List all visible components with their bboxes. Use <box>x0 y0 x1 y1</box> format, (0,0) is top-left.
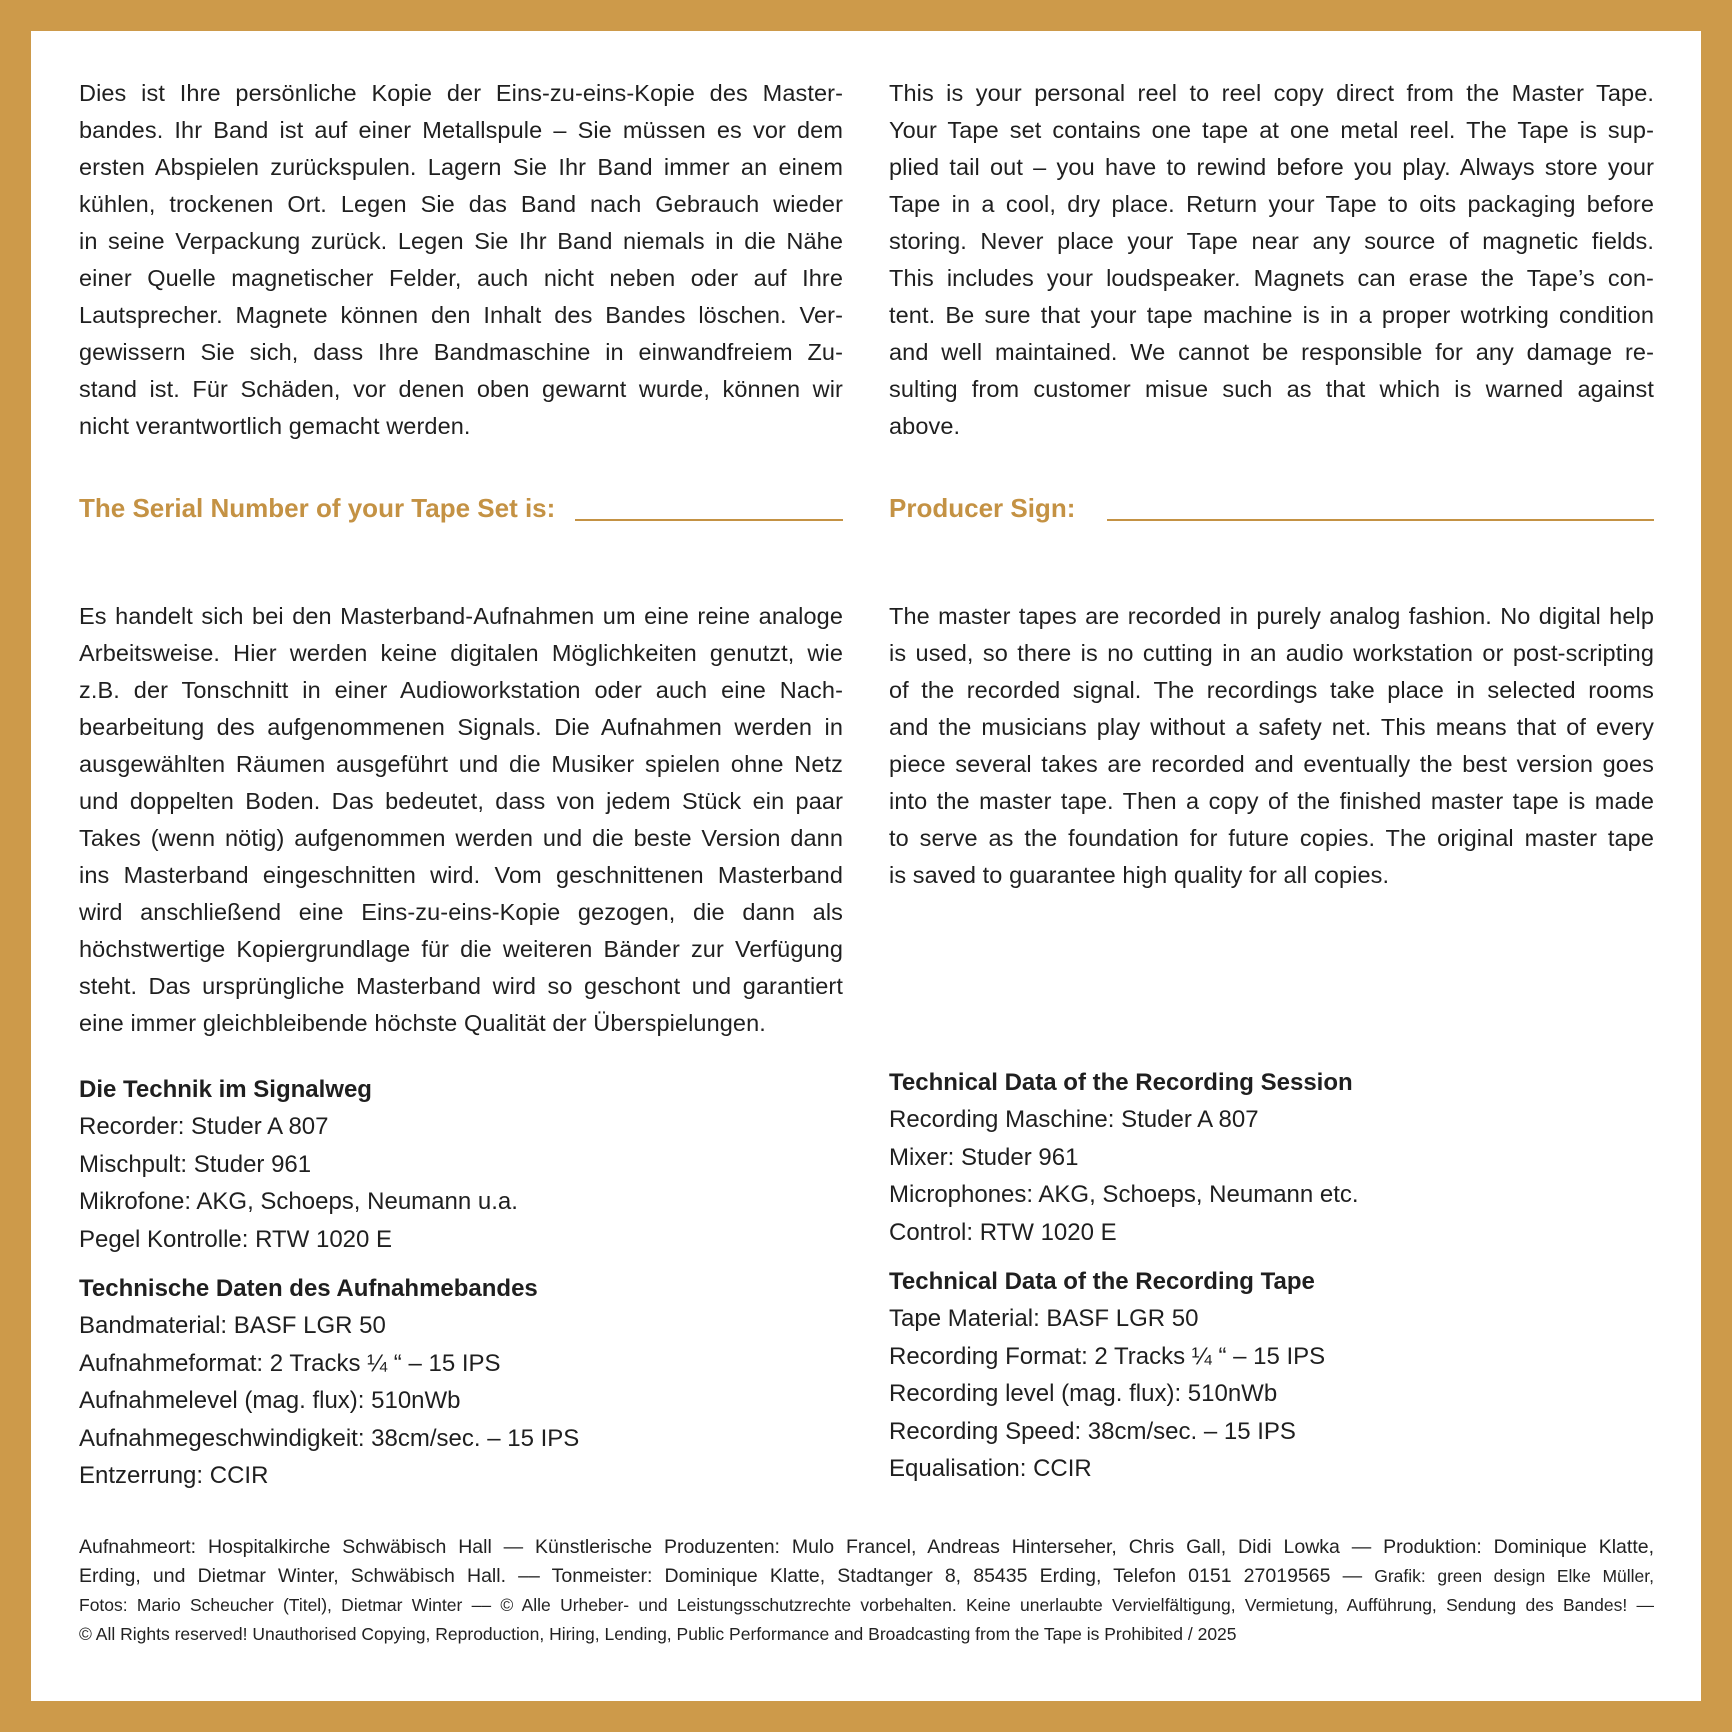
english-master-text <box>889 598 1654 894</box>
german-master-paragraph <box>79 598 843 1042</box>
text-line: und doppelten Boden. Das bedeutet, dass von jedem Stück ein paar <box>79 788 843 814</box>
tech-item: Equalisation: CCIR <box>889 1455 1092 1482</box>
text-line: This includes your loudspeaker. Magnets can erase the Tape’s con- <box>889 265 1654 291</box>
tech-item: Aufnahmegeschwindigkeit: 38cm/sec. – 15 IPS <box>79 1424 580 1452</box>
text-line: above. <box>889 413 961 439</box>
credits-line: Aufnahmeort: Hospitalkirche Schwäbisch Hall — Künstlerische Produzenten: Mulo Francel, Andreas Hinterseher, Chris Gall, Didi Lowka — Produktion: Dominique Klatte, <box>79 1536 1654 1558</box>
tape-data-heading: Technische Daten des Aufnahmebandes <box>79 1275 538 1302</box>
text-line: ins Masterband eingeschnitten wird. Vom geschnittenen Masterband <box>79 862 843 888</box>
german-care-text <box>79 75 843 445</box>
tech-item: Mischpult: Studer 961 <box>79 1150 312 1178</box>
german-care-paragraph <box>79 75 843 445</box>
tech-item: Recorder: Studer A 807 <box>79 1113 329 1140</box>
text-line: The master tapes are recorded in purely analog fashion. No digital help <box>889 603 1654 629</box>
text-line: einer Quelle magnetischer Felder, auch nicht neben oder auf Ihre <box>79 265 843 291</box>
serial-number-row <box>79 493 843 524</box>
text-line: Dies ist Ihre persönliche Kopie der Eins-zu-eins-Kopie des Master- <box>79 80 843 106</box>
credits-footer <box>79 1533 1654 1649</box>
text-line: stand ist. Für Schäden, vor denen oben gewarnt wurde, können wir <box>79 376 843 402</box>
text-line: Lautsprecher. Magnete können den Inhalt des Bandes löschen. Ver- <box>79 302 843 328</box>
text-line: piece several takes are recorded and eventually the best version goes <box>889 751 1654 777</box>
text-line: into the master tape. Then a copy of the finished master tape is made <box>889 788 1654 814</box>
tech-item: Aufnahmelevel (mag. flux): 510nWb <box>79 1387 461 1414</box>
text-line: nicht verantwortlich gemacht werden. <box>79 413 471 439</box>
text-line: of the recorded signal. The recordings take place in selected rooms <box>889 677 1654 703</box>
text-line: eine immer gleichbleibende höchste Qualität der Überspielungen. <box>79 1010 766 1036</box>
text-line: and the musicians play without a safety net. This means that of every <box>889 714 1654 740</box>
producer-sign-label: Producer Sign: <box>889 493 1076 523</box>
text-line: Es handelt sich bei den Masterband-Aufnahmen um eine reine analoge <box>79 603 843 629</box>
text-line: ausgewählten Räumen ausgeführt und die Musiker spielen ohne Netz <box>79 751 843 777</box>
tech-item: Aufnahmeformat: 2 Tracks ¼ “ – 15 IPS <box>79 1349 501 1377</box>
text-line: is saved to guarantee high quality for all copies. <box>889 862 1390 888</box>
english-technical-data <box>889 1064 1654 1488</box>
liner-sheet <box>31 31 1701 1701</box>
tech-item: Mikrofone: AKG, Schoeps, Neumann u.a. <box>79 1188 518 1215</box>
text-line: bearbeitung des aufgenommenen Signals. Die Aufnahmen werden in <box>79 714 843 740</box>
text-line: bandes. Ihr Band ist auf einer Metallspule – Sie müssen es vor dem <box>79 117 843 143</box>
recording-tape-heading: Technical Data of the Recording Tape <box>889 1268 1315 1295</box>
tech-item: Recording Maschine: Studer A 807 <box>889 1106 1259 1133</box>
english-care-paragraph <box>889 75 1654 445</box>
credits-line <box>79 1562 1654 1591</box>
text-line: plied tail out – you have to rewind before you play. Always store your <box>889 154 1654 180</box>
serial-number-blank-line <box>575 519 843 521</box>
credits-line: Fotos: Mario Scheucher (Titel), Dietmar Winter –– © Alle Urheber- und Leistungsschutzrechte vorbehalten. Keine unerlaubte Vervielfältigung, Vermietung, Aufführung, Sendung des Bandes! — <box>79 1595 1654 1615</box>
german-master-text <box>79 598 843 1042</box>
block-spacer <box>889 1251 1654 1263</box>
text-line: wird anschließend eine Eins-zu-eins-Kopie gezogen, die dann als <box>79 899 843 925</box>
tech-item: Entzerrung: CCIR <box>79 1462 269 1489</box>
text-line: to serve as the foundation for future copies. The original master tape <box>889 825 1654 851</box>
tech-item: Recording level (mag. flux): 510nWb <box>889 1380 1278 1407</box>
tech-item: Bandmaterial: BASF LGR 50 <box>79 1312 386 1339</box>
german-technical-data <box>79 1071 843 1495</box>
text-line: steht. Das ursprüngliche Masterband wird so geschont und garantiert <box>79 973 843 999</box>
tech-item: Tape Material: BASF LGR 50 <box>889 1305 1199 1332</box>
producer-sign-blank-line <box>1107 519 1654 521</box>
text-line: Takes (wenn nötig) aufgenommen werden und die beste Version dann <box>79 825 843 851</box>
tech-item: Recording Speed: 38cm/sec. – 15 IPS <box>889 1417 1296 1445</box>
tech-item: Microphones: AKG, Schoeps, Neumann etc. <box>889 1181 1359 1208</box>
signal-path-heading: Die Technik im Signalweg <box>79 1076 372 1103</box>
serial-number-label: The Serial Number of your Tape Set is: <box>79 493 556 523</box>
copyright-line: © All Rights reserved! Unauthorised Copying, Reproduction, Hiring, Lending, Public Performance and Broadcasting from the Tape is Prohibited / 2025 <box>79 1624 1237 1644</box>
text-line: gewissern Sie sich, dass Ihre Bandmaschine in einwandfreiem Zu- <box>79 339 843 365</box>
tech-item: Recording Format: 2 Tracks ¼ “ – 15 IPS <box>889 1342 1326 1370</box>
credits-line-graphics: Grafik: green design Elke Müller, <box>1374 1566 1654 1586</box>
recording-session-heading: Technical Data of the Recording Session <box>889 1069 1353 1096</box>
english-master-paragraph <box>889 598 1654 894</box>
tech-item: Pegel Kontrolle: RTW 1020 E <box>79 1225 393 1253</box>
credits-line-main: Erding, und Dietmar Winter, Schwäbisch Hall. –– Tonmeister: Dominique Klatte, Stadtanger 8, 85435 Erding, Telefon 0151 27019565 — <box>79 1565 1375 1587</box>
text-line: tent. Be sure that your tape machine is in a proper wotrking condition <box>889 302 1654 328</box>
text-line: Arbeitsweise. Hier werden keine digitalen Möglichkeiten genutzt, wie <box>79 640 843 666</box>
text-line: Tape in a cool, dry place. Return your Tape to oits packaging before <box>889 191 1654 217</box>
tech-item: Control: RTW 1020 E <box>889 1218 1117 1246</box>
text-line: Your Tape set contains one tape at one metal reel. The Tape is sup- <box>889 117 1654 143</box>
block-spacer <box>79 1258 843 1270</box>
text-line: sulting from customer misue such as that which is warned against <box>889 376 1654 402</box>
text-line: höchstwertige Kopiergrundlage für die weiteren Bänder zur Verfügung <box>79 936 843 962</box>
text-line: storing. Never place your Tape near any source of magnetic fields. <box>889 228 1654 254</box>
english-care-text <box>889 75 1654 445</box>
producer-sign-row <box>889 493 1654 524</box>
text-line: in seine Verpackung zurück. Legen Sie Ihr Band niemals in die Nähe <box>79 228 843 254</box>
text-line: z.B. der Tonschnitt in einer Audioworkstation oder auch eine Nach- <box>79 677 843 703</box>
text-line: kühlen, trockenen Ort. Legen Sie das Band nach Gebrauch wieder <box>79 191 843 217</box>
text-line: and well maintained. We cannot be responsible for any damage re- <box>889 339 1654 365</box>
tech-item: Mixer: Studer 961 <box>889 1143 1079 1171</box>
text-line: is used, so there is no cutting in an audio workstation or post-scripting <box>889 640 1654 666</box>
text-line: This is your personal reel to reel copy direct from the Master Tape. <box>889 80 1654 106</box>
text-line: ersten Abspielen zurückspulen. Lagern Sie Ihr Band immer an einem <box>79 154 843 180</box>
